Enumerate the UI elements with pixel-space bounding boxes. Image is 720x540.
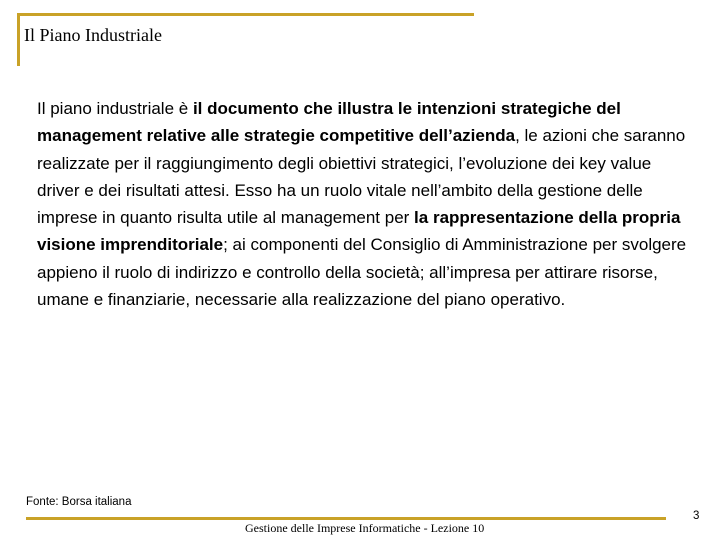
page-number: 3 [693,510,700,522]
title-left-rule [17,13,20,66]
body-paragraph [37,95,689,313]
slide-title: Il Piano Industriale [24,25,162,45]
body-text-segment: , le azioni che saranno realizzate per il raggiungimento degli obiettivi strategici, l’evoluzione dei key value driver e dei risultati attesi. Esso ha un ruolo vitale nell’ambito della gestione delle imprese in quanto risulta utile al management per [37,126,686,228]
footer-rule [26,517,666,520]
body-text-segment: ; ai componenti del Consiglio di Amministrazione per svolgere appieno il ruolo di indirizzo e controllo della società; all’impresa per attirare risorse, umane e finanziarie, necessarie alla realizzazione del piano operativo. [37,235,687,310]
title-top-rule [17,13,474,16]
source-note: Fonte: Borsa italiana [26,496,132,508]
body-bold-segment: il documento che illustra le intenzioni strategiche del management relative alle strategie competitive dell’azienda [37,99,621,146]
body-bold-segment: la rappresentazione della propria visione imprenditoriale [37,208,681,255]
footer-course-title: Gestione delle Imprese Informatiche - Lezione 10 [245,521,485,535]
body-text-segment: Il piano industriale è [37,99,193,118]
